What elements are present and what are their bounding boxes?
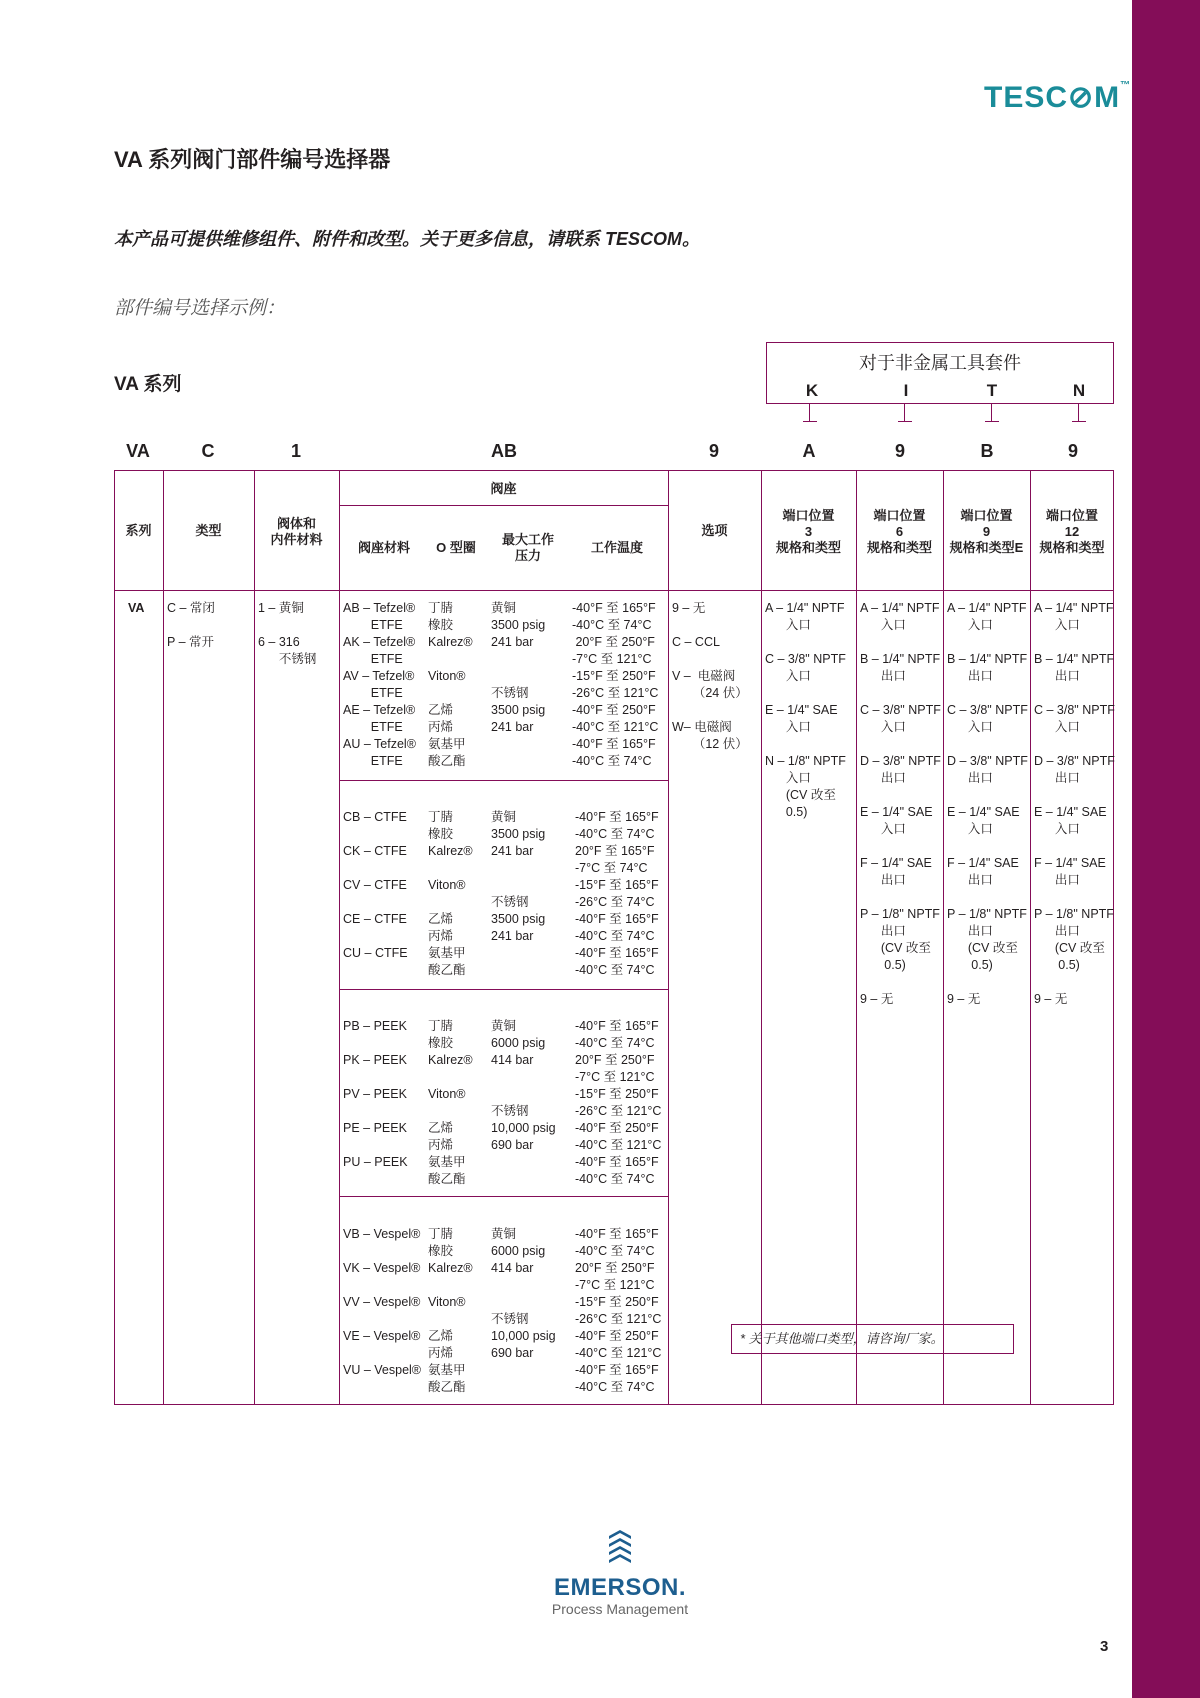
body-material-options: 1 – 黄铜 6 – 316 不锈钢 xyxy=(258,601,317,666)
example-label: 部件编号选择示例： xyxy=(114,298,286,319)
temperature-ranges: -40°F 至 165°F -40°C 至 74°C 20°F 至 165°F -7°C 至 74°C -15°F 至 165°F -26°C 至 74°C -40°F 至 165°F -40°C 至 74°C -40°F 至 165°F -40°C 至 74°C xyxy=(575,810,659,977)
kit-tick xyxy=(1078,404,1091,422)
seat-materials: VB – Vespel® VK – Vespel® VV – Vespel® VE – Vespel® VU – Vespel® xyxy=(343,1227,422,1377)
code-seat: AB xyxy=(491,441,517,461)
code-options: 9 xyxy=(708,441,719,461)
header-options: 选项 xyxy=(701,523,728,538)
col-divider xyxy=(668,470,669,1405)
seat-materials: CB – CTFE CK – CTFE CV – CTFE CE – CTFE CU – CTFE xyxy=(343,810,408,960)
col-divider xyxy=(1030,470,1031,1405)
header-seat-material: 阀座材料 xyxy=(357,540,410,555)
code-body: 1 xyxy=(290,441,301,461)
header-port9: 端口位置 9 规格和类型E xyxy=(949,508,1024,555)
code-series: VA xyxy=(126,441,150,461)
series-heading: VA 系列 xyxy=(114,374,182,395)
seat-group-divider xyxy=(339,780,668,781)
code-port9: B xyxy=(980,441,994,461)
header-seat-group: 阀座 xyxy=(490,481,517,496)
temperature-ranges: -40°F 至 165°F -40°C 至 74°C 20°F 至 250°F -7°C 至 121°C -15°F 至 250°F -26°C 至 121°C -40°F 至 250°F -40°C 至 121°C -40°F 至 165°F -40°C 至 74°C xyxy=(575,1019,662,1186)
oring-options: 丁腈 橡胶 Kalrez® Viton® 乙烯 丙烯 氨基甲 酸乙酯 xyxy=(428,1227,473,1394)
kit-letter-k: K xyxy=(805,381,819,400)
header-series: 系列 xyxy=(125,523,152,538)
port-note: * 关于其他端口类型，请咨询厂家。 xyxy=(731,1324,1014,1354)
code-port12: 9 xyxy=(1067,441,1078,461)
port3-options: A – 1/4" NPTF 入口 C – 3/8" NPTF 入口 E – 1/4" SAE 入口 N – 1/8" NPTF 入口 (CV 改至 0.5) xyxy=(765,601,846,819)
seat-group-divider xyxy=(339,1196,668,1197)
header-port6: 端口位置 6 规格和类型 xyxy=(866,508,932,555)
header-body-material: 阀体和 内件材料 xyxy=(270,516,323,547)
code-type: C xyxy=(201,441,215,461)
kit-tick xyxy=(809,404,822,422)
seat-subheader-divider xyxy=(339,505,668,506)
col-divider xyxy=(943,470,944,1405)
page-title: VA 系列阀门部件编号选择器 xyxy=(114,147,391,172)
kit-letter-t: T xyxy=(986,381,998,400)
header-oring: O 型圈 xyxy=(436,540,476,555)
pressure-ratings: 黄铜 3500 psig 241 bar 不锈钢 3500 psig 241 bar xyxy=(491,601,546,734)
pressure-ratings: 黄铜 6000 psig 414 bar 不锈钢 10,000 psig 690 bar xyxy=(491,1227,556,1360)
port9-options: A – 1/4" NPTF 入口 B – 1/4" NPTF 出口 C – 3/8" NPTF 入口 D – 3/8" NPTF 出口 E – 1/4" SAE 入口 F – 1/4" SAE 出口 P – 1/8" NPTF 出口 (CV 改至 0.5) 9 – 无 xyxy=(947,601,1028,1006)
oring-options: 丁腈 橡胶 Kalrez® Viton® 乙烯 丙烯 氨基甲 酸乙酯 xyxy=(428,1019,473,1186)
col-divider xyxy=(339,470,340,1405)
header-divider xyxy=(114,590,1114,591)
pressure-ratings: 黄铜 3500 psig 241 bar 不锈钢 3500 psig 241 bar xyxy=(491,810,546,943)
code-port6: 9 xyxy=(894,441,905,461)
kit-title: 对于非金属工具套件 xyxy=(859,353,1021,373)
port12-options: A – 1/4" NPTF 入口 B – 1/4" NPTF 出口 C – 3/8" NPTF 入口 D – 3/8" NPTF 出口 E – 1/4" SAE 入口 F – 1/4" SAE 出口 P – 1/8" NPTF 出口 (CV 改至 0.5) 9 – 无 xyxy=(1034,601,1115,1006)
kit-tick xyxy=(904,404,917,422)
kit-letter-i: I xyxy=(903,381,909,400)
header-type: 类型 xyxy=(195,523,222,538)
page-subtitle: 本产品可提供维修组件、附件和改型。关于更多信息，请联系 TESCOM。 xyxy=(114,229,700,249)
options-list: 9 – 无 C – CCL V – 电磁阀 （24 伏） W– 电磁阀 （12 伏） xyxy=(672,601,748,751)
seat-materials: AB – Tefzel® ETFE AK – Tefzel® ETFE AV – Tefzel® ETFE AE – Tefzel® ETFE AU – Tefzel® ETFE xyxy=(343,601,416,768)
page-number: 3 xyxy=(1100,1638,1109,1655)
col-divider xyxy=(163,470,164,1405)
emerson-mark-icon xyxy=(607,1530,633,1570)
temperature-ranges: -40°F 至 165°F -40°C 至 74°C 20°F 至 250°F -7°C 至 121°C -15°F 至 250°F -26°C 至 121°C -40°F 至 250°F -40°C 至 121°C -40°F 至 165°F -40°C 至 74°C xyxy=(572,601,659,768)
seat-materials: PB – PEEK PK – PEEK PV – PEEK PE – PEEK PU – PEEK xyxy=(343,1019,408,1169)
col-divider xyxy=(856,470,857,1405)
oring-options: 丁腈 橡胶 Kalrez® Viton® 乙烯 丙烯 氨基甲 酸乙酯 xyxy=(428,810,473,977)
emerson-logo xyxy=(520,1530,720,1617)
series-value: VA xyxy=(128,601,145,615)
emerson-name: EMERSON. xyxy=(553,1574,686,1601)
emerson-subtitle: Process Management xyxy=(551,1601,689,1617)
pressure-ratings: 黄铜 6000 psig 414 bar 不锈钢 10,000 psig 690 bar xyxy=(491,1019,556,1152)
seat-group-divider xyxy=(339,989,668,990)
kit-letter-n: N xyxy=(1072,381,1086,400)
header-port12: 端口位置 12 规格和类型 xyxy=(1039,508,1105,555)
kit-tick xyxy=(991,404,1004,422)
type-options: C – 常闭 P – 常开 xyxy=(167,601,215,649)
temperature-ranges: -40°F 至 165°F -40°C 至 74°C 20°F 至 250°F -7°C 至 121°C -15°F 至 250°F -26°C 至 121°C -40°F 至 250°F -40°C 至 121°C -40°F 至 165°F -40°C 至 74°C xyxy=(575,1227,662,1394)
kit-box xyxy=(766,342,1114,404)
tescom-logo: TESC⊘M™ xyxy=(984,80,1132,114)
col-divider xyxy=(254,470,255,1405)
code-port3: A xyxy=(802,441,816,461)
header-temp: 工作温度 xyxy=(590,540,643,555)
header-pressure: 最大工作 压力 xyxy=(501,532,554,563)
header-port3: 端口位置 3 规格和类型 xyxy=(775,508,841,555)
port6-options: A – 1/4" NPTF 入口 B – 1/4" NPTF 出口 C – 3/8" NPTF 入口 D – 3/8" NPTF 出口 E – 1/4" SAE 入口 F – 1/4" SAE 出口 P – 1/8" NPTF 出口 (CV 改至 0.5) 9 – 无 xyxy=(860,601,941,1006)
col-divider xyxy=(761,470,762,1405)
side-accent-bar xyxy=(1132,0,1200,1698)
oring-options: 丁腈 橡胶 Kalrez® Viton® 乙烯 丙烯 氨基甲 酸乙酯 xyxy=(428,601,473,768)
